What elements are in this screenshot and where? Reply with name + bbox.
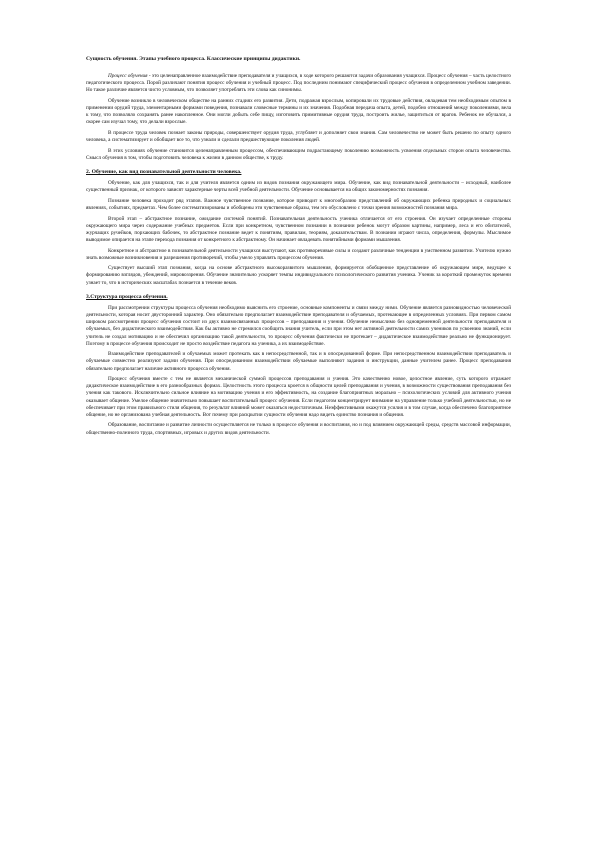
paragraph: Обучение возникло в человеческом обществе на ранних стадиях его развития. Дети, подражая взрослым, копировали их трудовые действия, овладевая тем необходимым опытом в применении орудий труда, элементарными формами поведения, познавали словесные термины и их значения. Подобная передача опыта, детей, подобно отношений между поколениями, вела к тому, что позволяло сохранять ранее накопленное. Они могли добыть себе пищу, изготовить примитивные орудия труда, построить жилье, защититься от врагов. Ребенок не обучался, а скорее сам изучал тому, что делали взрослые. [86, 98, 511, 126]
paragraph: Взаимодействие преподавателей и обучаемых может протекать как в непосредственной, так и в опосредованной форме. При непосредственном взаимодействии преподаватель и обучаемые совместно реализуют задачи обучения. При опосредованном взаимодействии обучаемые выполняют задания и инструкции, данные учителем ранее. Процесс преподавания обязательно предполагает наличие активного процесса обучения. [86, 351, 511, 372]
paragraph: Процесс обучения - это целенаправленное взаимодействие преподавателя и учащихся, в ходе которого решаются задачи образования учащихся. Процесс обучения – часть целостного педагогического процесса. Порой различают понятия процесс обучения и учебный процесс. Под последним понимают специфический процесс обучения в определенном учебном заведении. Но такое различие является чисто условным, что позволяет употреблять эти слова как синонимы. [86, 73, 511, 94]
term: Процесс обучения [108, 73, 148, 80]
paragraph: Существует высший этап познания, когда на основе абстрактного высокоразвитого мышления, формируется обобщенное представление об окружающем мире, ведущее к формированию взглядов, убеждений, мировоззрения. Обучение значительно ускоряет темпы индивидуального психологического развития ученика. Ученик за короткий промежуток времени узнает то, что в исторических масштабах познается в течение веков. [86, 265, 511, 286]
paragraph: Познание человека проходит ряд этапов. Важное чувственное познание, которое приводит к многообразию представлений об окружающих ребенка природных и социальных явлениях, событиях, предметах. Чем более систематизированы и обобщены эти чувственные образы, тем эго обусловлено с точки зрения возможностей познания мира. [86, 197, 511, 212]
section-structure [86, 294, 511, 437]
paragraph: Образование, воспитание и развитие личности осуществляется не только в процессе обучения и воспитания, но и под влиянием окружающей среды, средств массовой информации, общественно-полезного труда, спортивных, игровых и других видов деятельности. [86, 422, 511, 436]
paragraph: Второй этап – абстрактное познание, ожидание системой понятий. Познавательная деятельность ученика отличается от его строения. Он изучает определенные стороны окружающего мира через содержание учебных предметов. Если при конкретном, чувственном познании в познании ребенок могут образом картины, например, леса и его обитателей, журчащих ручейков, порхающих бабочек, то абстрактное познание ведет к понятиям, правилам, теориям, доказательствам. В познании играют числа, определения, формулы. Мыслимое выводимое опирается на этапе перехода познания от конкретного к абстрактному. Он начинает овладевать понятийными формами мышления. [86, 215, 511, 244]
section-heading: 2. Обучение, как вид познавательной деятельности человека. [86, 169, 242, 176]
paragraph: Процесс обучения вместе с тем не является механической суммой процессов преподавания и учения. Это качественно новое, целостное явление, суть которого отражает дидактическое взаимодействие в его разнообразных формах. Целостность этого процесса кроется в общности целей преподавания и учения, в возможности существования преподавания без учения как такового. Исключительно сильное влияние на мотивацию учения и его эффективность, на создание благоприятных морально – психологических условий для активного учения оказывает общение. Умелое общение значительно повышает воспитательный процесс обучения. Если педагогом концентрирует внимание на управление только учебной деятельностью, но не обеспечивает при этом правильного стиля общения, то результат влияний может оказаться недостаточным. Неэффективными окажутся усилия и в том случае, когда обеспечено благоприятное общение, но не организована учебная деятельность. Вот почему при раскрытии сущности обучения надо видеть единство познания и общения. [86, 376, 511, 418]
section-intro [86, 73, 511, 162]
document-page [86, 56, 511, 826]
paragraph: В процессе труда человек познает законы природы, совершенствует орудия труда, углубляет и дополняет свои знания. Сам человечество не может быть решено по опыту одного человека, а систематизирует и обобщает все то, что узнали и сделали предшествующие поколения людей. [86, 130, 511, 144]
paragraph: Конкретное и абстрактное в познавательной деятельности учащихся выступают, как противоречивые силы и создают различные тенденции в умственном развитии. Учителю нужно знать возможные возникновения и разрешения противоречий, чтобы умело управлять процессом обучения. [86, 247, 511, 261]
paragraph: При рассмотрении структуры процесса обучения необходимо выяснить его строение, основные компоненты и связи между ними. Обучение является разновидностью человеческой деятельности, которая носит двусторонний характер. Оно обязательно предполагает взаимодействие преподавателя и обучаемых, протекающее в определенных условиях. При первом самом широком рассмотрении процесс обучения состоит из двух взаимосвязанных процессов – преподавания и учения. Обучение немыслимо без одновременной деятельности преподавателя и обучаемых, без дидактического взаимодействия. Как бы активно не стремился сообщить знания учитель, если при этом нет активной деятельности самих учеников по усвоению знаний, если учитель не создал мотивацию и не обеспечил организацию такой деятельности, то процесс обучения фактически не протекает – дидактическое взаимодействие реально не функционирует. Поэтому в процессе обучения происходит не просто воздействие педагога на ученика, а их взаимодействие. [86, 304, 511, 347]
section-cognition [86, 169, 511, 287]
document-title: Сущность обучения. Этапы учебного процесса. Классические принципы дидактики. [86, 56, 301, 62]
section-heading: 3.Структура процесса обучения. [86, 293, 168, 300]
paragraph: Обучение, как для учащихся, так и для учителя является одним из видов познания окружающего мира. Обучение, как вид познавательной деятельности – исходный, наиболее существенный признак, от которого зависят характерные черты всей учебной деятельности. Обучение основывается на общих закономерностях познания. [86, 180, 511, 194]
paragraph: В этих условиях обучение становится целенаправленным процессом, обеспечивающим подрастающему поколению возможность усвоения отдельных сторон опыта человечества. Смысл обучения в том, чтобы подготовить человека к жизни в данном обществе, к труду. [86, 147, 511, 161]
